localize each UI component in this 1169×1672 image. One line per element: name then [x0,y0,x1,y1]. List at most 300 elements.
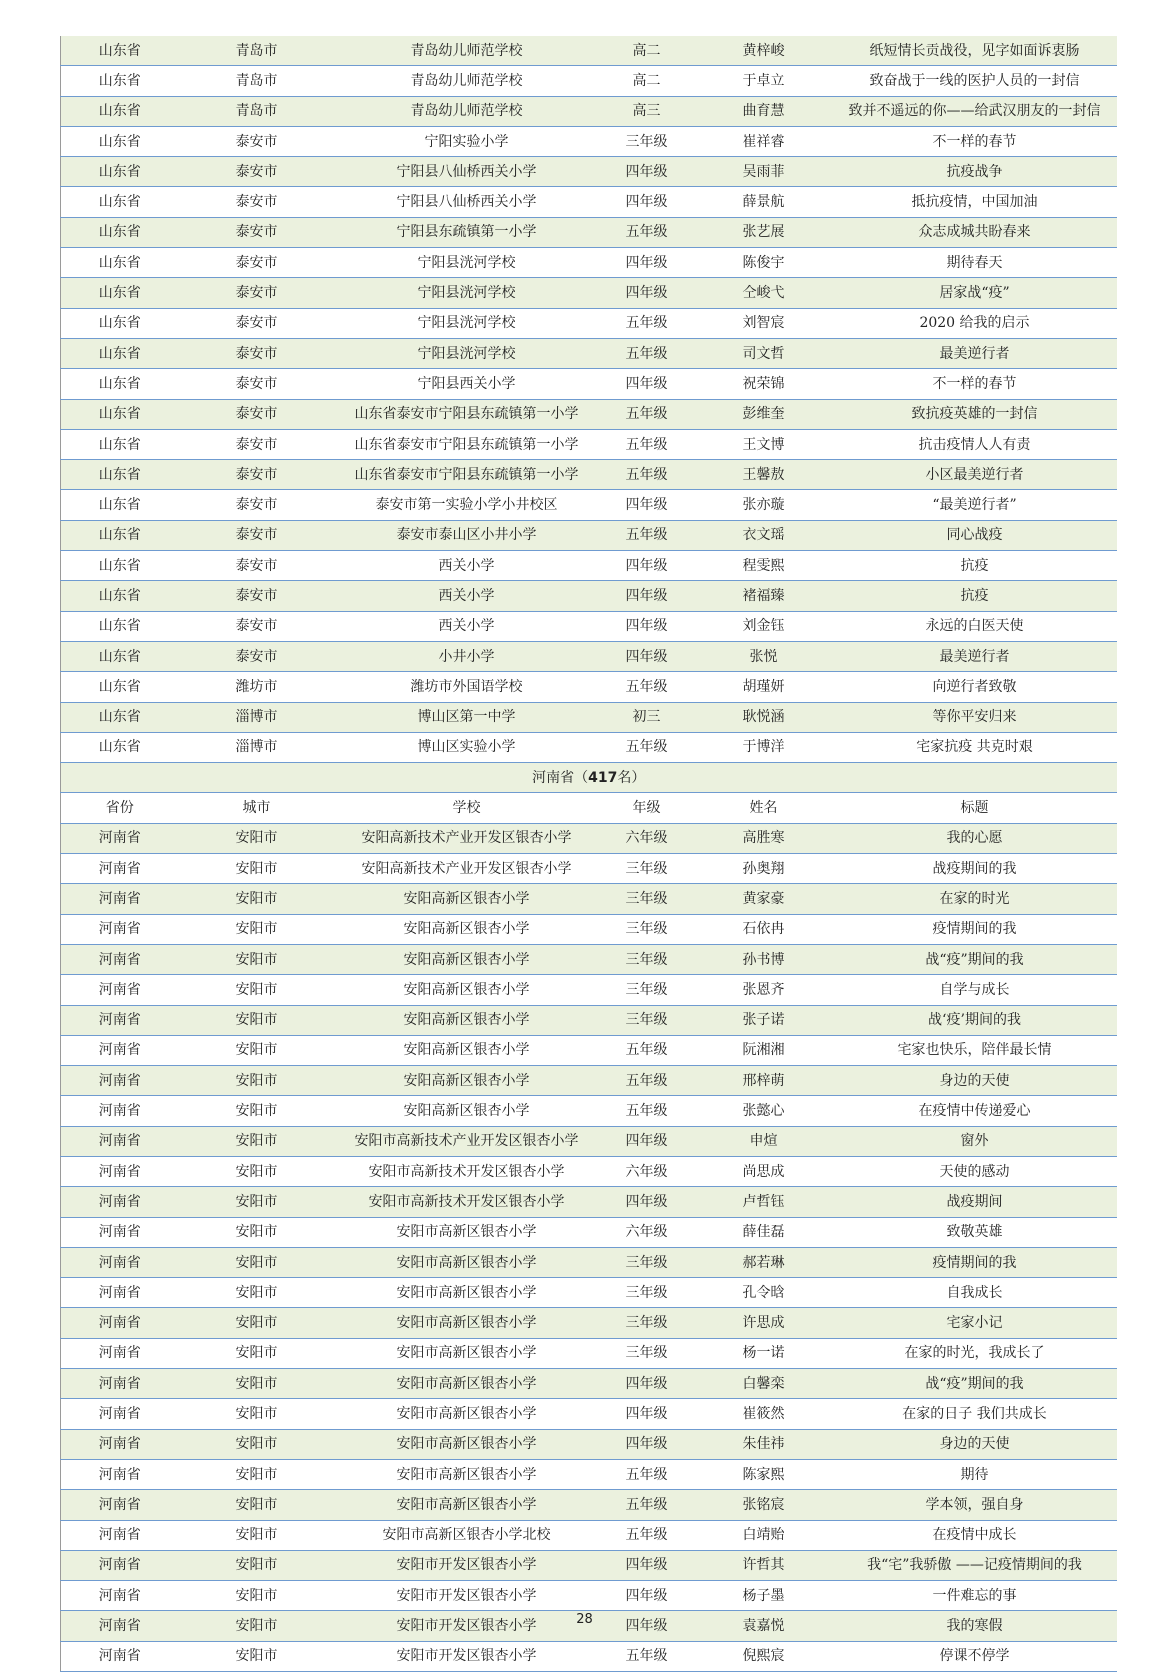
table-row [61,611,1117,641]
cell-grade: 三年级 [599,1308,695,1338]
cell-title: 同心战疫 [833,520,1117,550]
cell-grade: 高二 [599,66,695,96]
cell-name: 陈俊宇 [695,248,833,278]
cell-city: 泰安市 [179,157,335,187]
cell-title: 不一样的春节 [833,369,1117,399]
cell-city: 泰安市 [179,520,335,550]
cell-city: 安阳市 [179,1611,335,1641]
cell-city: 安阳市 [179,1217,335,1247]
cell-school: 博山区第一中学 [335,702,599,732]
cell-grade: 五年级 [599,308,695,338]
cell-title: 宅家抗疫 共克时艰 [833,732,1117,762]
cell-title: 最美逆行者 [833,338,1117,368]
cell-grade: 五年级 [599,460,695,490]
cell-grade: 四年级 [599,278,695,308]
cell-school: 安阳市开发区银杏小学 [335,1550,599,1580]
table-row [61,126,1117,156]
cell-province: 河南省 [61,1641,179,1671]
cell-school: 泰安市泰山区小井小学 [335,520,599,550]
cell-title: 期待春天 [833,248,1117,278]
cell-city: 安阳市 [179,823,335,853]
cell-name: 耿悦涵 [695,702,833,732]
cell-name: 司文哲 [695,338,833,368]
table-row [61,854,1117,884]
cell-title: 宅家也快乐，陪伴最长情 [833,1035,1117,1065]
cell-title: 抗疫 [833,551,1117,581]
cell-name: 张悦 [695,641,833,671]
cell-grade: 四年级 [599,157,695,187]
cell-city: 泰安市 [179,278,335,308]
cell-title: 战‘疫’期间的我 [833,1005,1117,1035]
cell-city: 安阳市 [179,1490,335,1520]
cell-city: 安阳市 [179,1066,335,1096]
cell-grade: 五年级 [599,338,695,368]
table-row [61,1005,1117,1035]
cell-name: 黄家豪 [695,884,833,914]
cell-school: 宁阳县东疏镇第一小学 [335,217,599,247]
cell-grade: 四年级 [599,551,695,581]
cell-name: 刘智宸 [695,308,833,338]
cell-title: 抗击疫情人人有责 [833,429,1117,459]
cell-title: 在疫情中成长 [833,1520,1117,1550]
cell-name: 申煊 [695,1126,833,1156]
cell-title: 抵抗疫情，中国加油 [833,187,1117,217]
table-row [61,914,1117,944]
table-row [61,975,1117,1005]
henan-rows [61,823,1117,1671]
cell-name: 张恩齐 [695,975,833,1005]
cell-city: 安阳市 [179,884,335,914]
section-count: 417 [588,769,618,786]
cell-province: 河南省 [61,854,179,884]
cell-grade: 三年级 [599,914,695,944]
cell-grade: 四年级 [599,641,695,671]
cell-province: 山东省 [61,248,179,278]
cell-city: 安阳市 [179,1247,335,1277]
cell-grade: 五年级 [599,672,695,702]
awards-table [60,36,1117,1672]
cell-grade: 高二 [599,36,695,66]
cell-name: 黄梓峻 [695,36,833,66]
table-row [61,520,1117,550]
cell-name: 倪熙宸 [695,1641,833,1671]
cell-name: 张艺展 [695,217,833,247]
cell-grade: 四年级 [599,1399,695,1429]
cell-province: 河南省 [61,1490,179,1520]
column-header-title: 标题 [833,793,1117,823]
cell-grade: 四年级 [599,1429,695,1459]
cell-city: 安阳市 [179,854,335,884]
cell-grade: 五年级 [599,1490,695,1520]
table-row [61,157,1117,187]
cell-name: 王文博 [695,429,833,459]
cell-province: 山东省 [61,611,179,641]
cell-city: 安阳市 [179,1096,335,1126]
cell-school: 安阳市开发区银杏小学 [335,1611,599,1641]
cell-title: 身边的天使 [833,1429,1117,1459]
cell-name: 彭维奎 [695,399,833,429]
cell-name: 褚福臻 [695,581,833,611]
cell-school: 安阳市高新区银杏小学 [335,1338,599,1368]
cell-school: 青岛幼儿师范学校 [335,66,599,96]
cell-city: 泰安市 [179,611,335,641]
cell-school: 安阳高新技术产业开发区银杏小学 [335,823,599,853]
section-province: 河南省（ [532,769,589,786]
table-row [61,399,1117,429]
cell-title: 在家的日子 我们共成长 [833,1399,1117,1429]
cell-city: 安阳市 [179,1278,335,1308]
cell-province: 河南省 [61,1369,179,1399]
cell-title: 停课不停学 [833,1641,1117,1671]
cell-grade: 五年级 [599,429,695,459]
cell-school: 安阳市高新区银杏小学 [335,1369,599,1399]
cell-city: 安阳市 [179,944,335,974]
cell-school: 安阳市高新区银杏小学 [335,1247,599,1277]
cell-grade: 四年级 [599,1126,695,1156]
cell-province: 河南省 [61,975,179,1005]
cell-grade: 五年级 [599,732,695,762]
cell-title: 自我成长 [833,1278,1117,1308]
table-row [61,823,1117,853]
table-row [61,1217,1117,1247]
table-row [61,278,1117,308]
cell-title: 期待 [833,1459,1117,1489]
cell-title: 居家战“疫” [833,278,1117,308]
cell-name: 许哲其 [695,1550,833,1580]
cell-name: 张懿心 [695,1096,833,1126]
cell-province: 河南省 [61,1308,179,1338]
cell-province: 山东省 [61,308,179,338]
cell-grade: 四年级 [599,248,695,278]
cell-city: 泰安市 [179,429,335,459]
table-row [61,36,1117,66]
cell-grade: 五年级 [599,1641,695,1671]
cell-province: 河南省 [61,1035,179,1065]
cell-school: 宁阳县洸河学校 [335,278,599,308]
table-row [61,1641,1117,1671]
cell-grade: 四年级 [599,1581,695,1611]
cell-grade: 五年级 [599,1066,695,1096]
cell-grade: 四年级 [599,1369,695,1399]
table-row [61,187,1117,217]
cell-school: 安阳市高新区银杏小学 [335,1459,599,1489]
cell-title: 自学与成长 [833,975,1117,1005]
cell-school: 安阳市高新技术开发区银杏小学 [335,1156,599,1186]
cell-city: 泰安市 [179,581,335,611]
column-header-grade: 年级 [599,793,695,823]
cell-city: 泰安市 [179,490,335,520]
cell-name: 张铭宸 [695,1490,833,1520]
cell-title: 战“疫”期间的我 [833,944,1117,974]
table-row [61,551,1117,581]
cell-title: 战“疫”期间的我 [833,1369,1117,1399]
cell-school: 宁阳县洸河学校 [335,248,599,278]
cell-title: 2020 给我的启示 [833,308,1117,338]
cell-province: 河南省 [61,944,179,974]
cell-city: 安阳市 [179,1520,335,1550]
cell-school: 宁阳县西关小学 [335,369,599,399]
cell-name: 郝若琳 [695,1247,833,1277]
cell-school: 安阳高新区银杏小学 [335,975,599,1005]
cell-school: 潍坊市外国语学校 [335,672,599,702]
cell-city: 安阳市 [179,1641,335,1671]
table-row [61,490,1117,520]
cell-grade: 三年级 [599,854,695,884]
cell-province: 河南省 [61,914,179,944]
cell-city: 泰安市 [179,460,335,490]
cell-province: 河南省 [61,1459,179,1489]
cell-province: 山东省 [61,490,179,520]
column-header-name: 姓名 [695,793,833,823]
cell-school: 安阳市高新区银杏小学北校 [335,1520,599,1550]
cell-city: 泰安市 [179,126,335,156]
cell-city: 安阳市 [179,975,335,1005]
column-header-province: 省份 [61,793,179,823]
column-header-row [61,793,1117,823]
cell-grade: 四年级 [599,369,695,399]
cell-province: 山东省 [61,217,179,247]
cell-city: 潍坊市 [179,672,335,702]
table-row [61,1550,1117,1580]
cell-name: 崔筱然 [695,1399,833,1429]
cell-school: 宁阳县洸河学校 [335,308,599,338]
cell-school: 安阳市高新区银杏小学 [335,1278,599,1308]
cell-city: 安阳市 [179,1550,335,1580]
table-row [61,672,1117,702]
cell-grade: 四年级 [599,1187,695,1217]
cell-title: 最美逆行者 [833,641,1117,671]
cell-grade: 五年级 [599,1520,695,1550]
cell-school: 博山区实验小学 [335,732,599,762]
cell-school: 小井小学 [335,641,599,671]
cell-school: 安阳高新区银杏小学 [335,1035,599,1065]
cell-grade: 三年级 [599,1005,695,1035]
cell-name: 白馨栾 [695,1369,833,1399]
cell-city: 泰安市 [179,217,335,247]
cell-title: 向逆行者致敬 [833,672,1117,702]
cell-name: 邢梓萌 [695,1066,833,1096]
cell-name: 仝峻弋 [695,278,833,308]
page-number: 28 [576,1612,593,1627]
cell-school: 安阳市高新技术产业开发区银杏小学 [335,1126,599,1156]
cell-province: 河南省 [61,1581,179,1611]
cell-name: 曲育慧 [695,96,833,126]
table-row [61,66,1117,96]
cell-grade: 三年级 [599,944,695,974]
cell-title: 众志成城共盼春来 [833,217,1117,247]
cell-grade: 四年级 [599,1611,695,1641]
cell-province: 山东省 [61,460,179,490]
cell-province: 山东省 [61,429,179,459]
cell-province: 山东省 [61,369,179,399]
cell-title: 战疫期间的我 [833,854,1117,884]
table-row [61,1399,1117,1429]
table-row [61,702,1117,732]
cell-school: 安阳市开发区银杏小学 [335,1581,599,1611]
table-row [61,641,1117,671]
cell-city: 淄博市 [179,702,335,732]
cell-school: 安阳市高新区银杏小学 [335,1217,599,1247]
cell-grade: 三年级 [599,1338,695,1368]
cell-name: 胡瑾妍 [695,672,833,702]
table-row [61,1338,1117,1368]
cell-city: 泰安市 [179,308,335,338]
cell-province: 山东省 [61,641,179,671]
cell-city: 青岛市 [179,66,335,96]
cell-city: 安阳市 [179,1308,335,1338]
cell-school: 安阳市高新区银杏小学 [335,1429,599,1459]
cell-city: 安阳市 [179,914,335,944]
cell-grade: 四年级 [599,1550,695,1580]
cell-title: 致抗疫英雄的一封信 [833,399,1117,429]
table-row [61,1278,1117,1308]
cell-province: 河南省 [61,1611,179,1641]
cell-school: 安阳高新区银杏小学 [335,884,599,914]
cell-province: 河南省 [61,1005,179,1035]
cell-school: 安阳高新区银杏小学 [335,914,599,944]
table-row [61,732,1117,762]
table-row [61,1035,1117,1065]
cell-name: 衣文瑶 [695,520,833,550]
cell-school: 安阳高新技术产业开发区银杏小学 [335,854,599,884]
shandong-rows [61,36,1117,763]
cell-province: 山东省 [61,278,179,308]
cell-city: 安阳市 [179,1369,335,1399]
cell-grade: 三年级 [599,1278,695,1308]
cell-grade: 三年级 [599,1247,695,1277]
table-row [61,248,1117,278]
cell-city: 安阳市 [179,1399,335,1429]
cell-name: 孔令晗 [695,1278,833,1308]
cell-province: 山东省 [61,126,179,156]
cell-grade: 四年级 [599,490,695,520]
cell-name: 石依冉 [695,914,833,944]
table-row [61,581,1117,611]
cell-school: 西关小学 [335,581,599,611]
cell-name: 薛景航 [695,187,833,217]
cell-school: 安阳高新区银杏小学 [335,944,599,974]
table-row [61,460,1117,490]
cell-province: 河南省 [61,1217,179,1247]
cell-city: 安阳市 [179,1187,335,1217]
cell-province: 山东省 [61,399,179,429]
cell-name: 许思成 [695,1308,833,1338]
cell-province: 河南省 [61,1399,179,1429]
cell-school: 山东省泰安市宁阳县东疏镇第一小学 [335,399,599,429]
table-row [61,96,1117,126]
section-header-row [61,763,1117,793]
table-row [61,1429,1117,1459]
cell-title: 抗疫战争 [833,157,1117,187]
cell-city: 泰安市 [179,369,335,399]
cell-name: 尚思成 [695,1156,833,1186]
cell-school: 山东省泰安市宁阳县东疏镇第一小学 [335,460,599,490]
cell-title: 在家的时光 [833,884,1117,914]
cell-school: 安阳市高新区银杏小学 [335,1308,599,1338]
cell-name: 孙书博 [695,944,833,974]
column-header-school: 学校 [335,793,599,823]
cell-city: 安阳市 [179,1035,335,1065]
henan-section [61,763,1117,824]
section-suffix: 名） [617,769,646,786]
table-row [61,884,1117,914]
cell-title: 我的心愿 [833,823,1117,853]
cell-title: 窗外 [833,1126,1117,1156]
cell-grade: 三年级 [599,975,695,1005]
cell-grade: 六年级 [599,823,695,853]
cell-province: 河南省 [61,1429,179,1459]
cell-city: 安阳市 [179,1429,335,1459]
cell-name: 吴雨菲 [695,157,833,187]
cell-province: 河南省 [61,1096,179,1126]
cell-title: 抗疫 [833,581,1117,611]
cell-school: 山东省泰安市宁阳县东疏镇第一小学 [335,429,599,459]
cell-title: 疫情期间的我 [833,1247,1117,1277]
cell-title: 不一样的春节 [833,126,1117,156]
cell-school: 西关小学 [335,611,599,641]
cell-province: 河南省 [61,1156,179,1186]
cell-name: 朱佳祎 [695,1429,833,1459]
table-row [61,1096,1117,1126]
cell-school: 安阳市高新区银杏小学 [335,1399,599,1429]
cell-title: 纸短情长贡战役，见字如面诉衷肠 [833,36,1117,66]
cell-name: 陈家熙 [695,1459,833,1489]
cell-name: 薛佳磊 [695,1217,833,1247]
cell-name: 王馨敖 [695,460,833,490]
cell-name: 白靖贻 [695,1520,833,1550]
cell-school: 安阳市开发区银杏小学 [335,1641,599,1671]
table-row [61,217,1117,247]
cell-name: 崔祥睿 [695,126,833,156]
cell-province: 河南省 [61,823,179,853]
cell-city: 安阳市 [179,1126,335,1156]
cell-name: 程雯熙 [695,551,833,581]
cell-province: 河南省 [61,1126,179,1156]
cell-city: 淄博市 [179,732,335,762]
cell-grade: 初三 [599,702,695,732]
cell-name: 袁嘉悦 [695,1611,833,1641]
cell-province: 山东省 [61,551,179,581]
cell-city: 安阳市 [179,1581,335,1611]
cell-name: 杨一诺 [695,1338,833,1368]
cell-title: 致奋战于一线的医护人员的一封信 [833,66,1117,96]
cell-title: 身边的天使 [833,1066,1117,1096]
cell-province: 河南省 [61,1187,179,1217]
cell-school: 安阳高新区银杏小学 [335,1096,599,1126]
cell-province: 山东省 [61,66,179,96]
cell-name: 刘金钰 [695,611,833,641]
cell-city: 安阳市 [179,1459,335,1489]
cell-province: 山东省 [61,520,179,550]
table-row [61,338,1117,368]
cell-title: 在疫情中传递爱心 [833,1096,1117,1126]
table-row [61,369,1117,399]
cell-province: 河南省 [61,884,179,914]
table-row [61,1156,1117,1186]
cell-city: 安阳市 [179,1005,335,1035]
cell-title: 等你平安归来 [833,702,1117,732]
table-row [61,1126,1117,1156]
cell-grade: 五年级 [599,1096,695,1126]
cell-name: 祝荣锦 [695,369,833,399]
cell-school: 安阳市高新技术开发区银杏小学 [335,1187,599,1217]
section-title [61,763,1117,793]
cell-province: 山东省 [61,157,179,187]
cell-school: 宁阳县洸河学校 [335,338,599,368]
cell-name: 卢哲钰 [695,1187,833,1217]
table-row [61,308,1117,338]
cell-title: 永远的白医天使 [833,611,1117,641]
